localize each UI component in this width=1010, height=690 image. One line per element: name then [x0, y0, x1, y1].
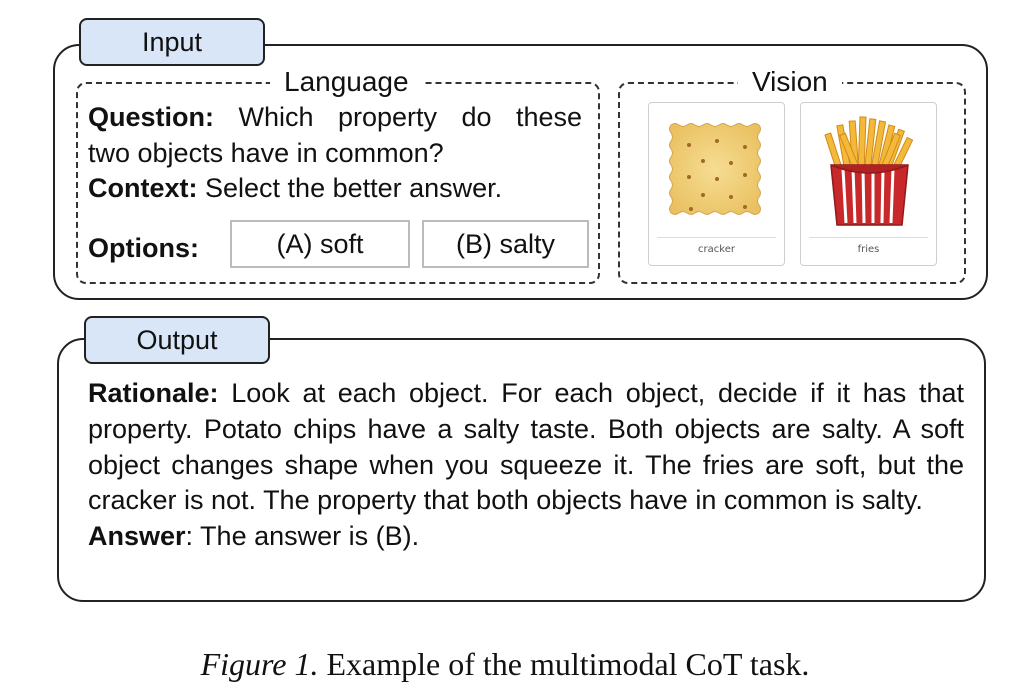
- cracker-label: cracker: [698, 244, 735, 255]
- language-title: Language: [270, 67, 423, 97]
- question-text-1: Which property do these: [238, 102, 582, 132]
- fries-label: fries: [857, 244, 880, 255]
- context-text: Select the better answer.: [205, 173, 503, 203]
- rationale-paragraph: [88, 376, 964, 519]
- output-tag: Output: [84, 316, 270, 364]
- input-tag: Input: [79, 18, 265, 66]
- caption-text: Example of the multimodal CoT task.: [326, 646, 810, 682]
- output-text: [88, 376, 964, 555]
- option-b[interactable]: (B) salty: [422, 220, 589, 268]
- options-label: Options:: [88, 233, 199, 263]
- option-a[interactable]: (A) soft: [230, 220, 410, 268]
- answer-label: Answer: [88, 521, 186, 552]
- answer-line: [88, 519, 964, 555]
- question-line-1: [88, 99, 582, 135]
- cracker-icon: [649, 103, 786, 238]
- rationale-text: Look at each object. For each object, decide if it has that property. Potato chips have a salty taste. Both objects are salty. A soft object changes shape when you squeeze it. The fries are soft, but the cracker is not. The property that both objects have in common is salty.: [88, 378, 964, 516]
- figure-label: Figure 1.: [200, 646, 319, 682]
- question-label: Question:: [88, 102, 214, 132]
- rationale-label: Rationale:: [88, 378, 219, 408]
- figure-caption: [0, 646, 1010, 683]
- fries-divider: [809, 237, 928, 238]
- fries-icon: [801, 103, 938, 238]
- vision-title: Vision: [738, 67, 842, 97]
- context-line: [88, 170, 502, 206]
- context-label: Context:: [88, 173, 198, 203]
- fries-card: [800, 102, 937, 266]
- question-line-2: two objects have in common?: [88, 138, 444, 168]
- cracker-card: [648, 102, 785, 266]
- cracker-divider: [657, 237, 776, 238]
- answer-text: : The answer is (B).: [185, 521, 420, 552]
